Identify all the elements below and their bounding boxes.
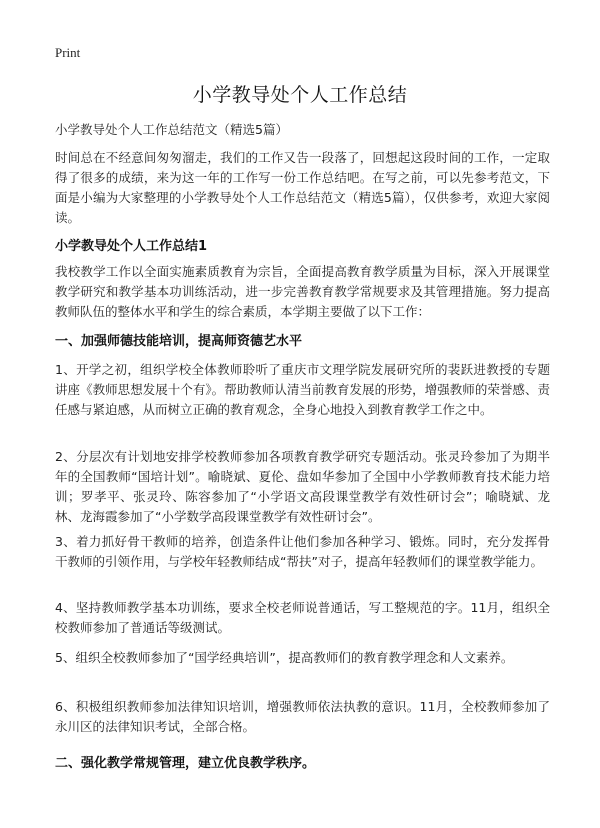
list-item-5: 5、组织全校教师参加了“国学经典培训”，提高教师们的教育教学理念和人文素养。	[55, 650, 514, 665]
section-1-intro-paragraph: 我校教学工作以全面实施素质教育为宗旨，全面提高教育教学质量为目标，深入开展课堂教学研究和教学基本功训练活动，进一步完善教育教学常规要求及其管理措施。努力提高教师队伍的整体水平和学生的综合素质，本学期主要做了以下工作：	[55, 264, 550, 319]
document-subtitle: 小学教导处个人工作总结范文（精选5篇）	[55, 122, 288, 137]
list-item-3: 3、着力抓好骨干教师的培养，创造条件让他们参加各种学习、锻炼。同时，充分发挥骨干教师的引领作用，与学校年轻教师结成“帮扶”对子，提高年轻教师们的课堂教学能力。	[55, 534, 550, 569]
list-item-4: 4、坚持教师教学基本功训练，要求全校老师说普通话，写工整规范的字。11月，组织全校教师参加了普通话等级测试。	[55, 600, 550, 635]
heading-1: 一、加强师德技能培训，提高师资德艺水平	[55, 334, 303, 349]
heading-2: 二、强化教学常规管理，建立优良教学秩序。	[55, 756, 316, 771]
intro-paragraph: 时间总在不经意间匆匆溜走，我们的工作又告一段落了，回想起这段时间的工作，一定取得了很多的成绩，来为这一年的工作写一份工作总结吧。在写之前，可以先参考范文，下面是小编为大家整理的小学教导处个人工作总结范文（精选5篇），仅供参考，欢迎大家阅读。	[55, 150, 550, 225]
print-link[interactable]: Print	[55, 45, 81, 60]
section-1-title: 小学教导处个人工作总结1	[55, 239, 208, 254]
list-item-6: 6、积极组织教师参加法律知识培训，增强教师依法执教的意识。11月，全校教师参加了永川区的法律知识考试，全部合格。	[55, 699, 550, 734]
list-item-1: 1、开学之初，组织学校全体教师聆听了重庆市文理学院发展研究所的裴跃进教授的专题讲座《教师思想发展十个有》。帮助教师认清当前教育发展的形势，增强教师的荣誉感、责任感与紧迫感，从而树立正确的教育观念，全身心地投入到教育教学工作之中。	[55, 362, 550, 417]
document-title: 小学教导处个人工作总结	[192, 84, 408, 106]
list-item-2: 2、分层次有计划地安排学校教师参加各项教育教学研究专题活动。张灵玲参加了为期半年的全国教师“国培计划”。喻晓斌、夏伦、盘如华参加了全国中小学教师教育技术能力培训；罗孝平、张灵玲、陈容参加了“小学语文高段课堂教学有效性研讨会”；喻晓斌、龙林、龙海霞参加了“小学数学高段课堂教学有效性研讨会”。	[55, 449, 550, 524]
